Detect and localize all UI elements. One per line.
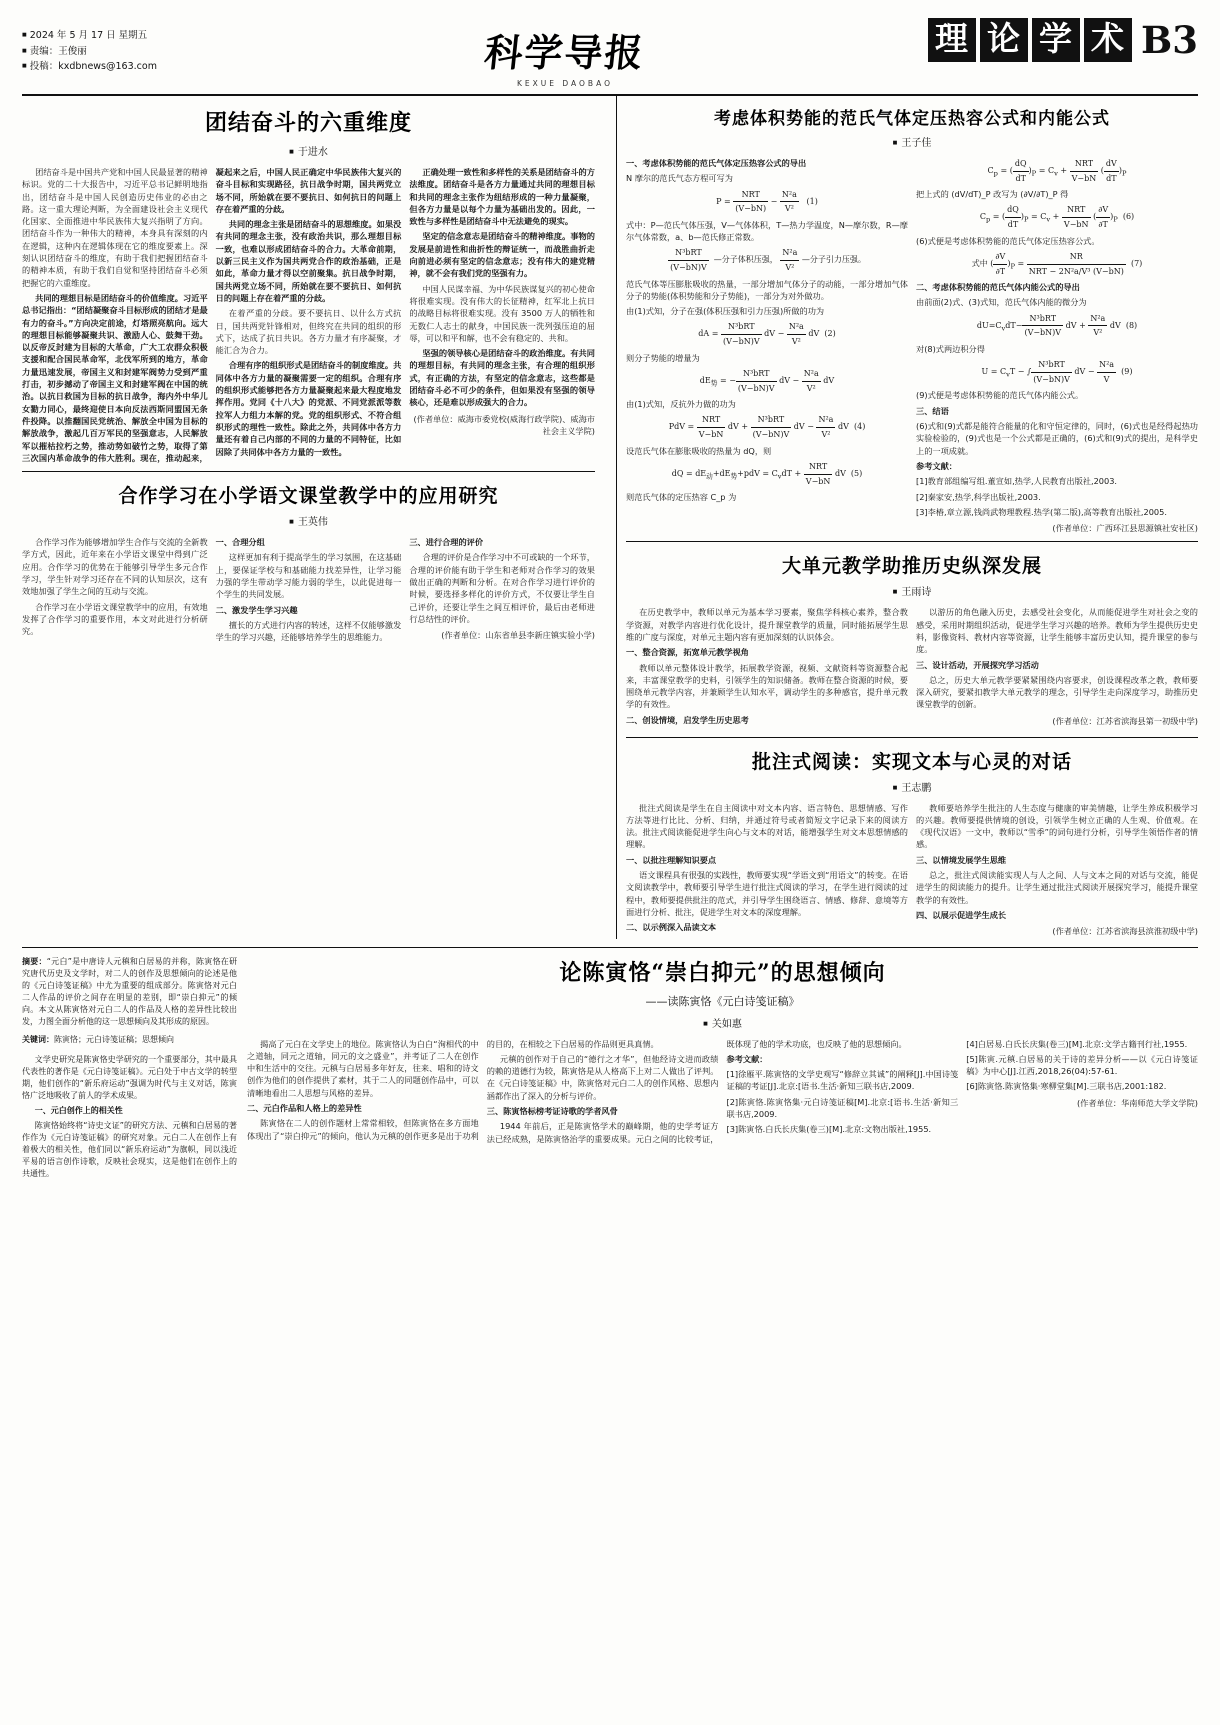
keywords-body: 陈寅恪；元白诗笺证稿；思想倾向 [54, 1034, 174, 1044]
paragraph: (6)式便是考虑体积势能的范氏气体定压热容公式。 [916, 235, 1100, 246]
paragraph: 这样更加有利于提高学生的学习氛围，在这基础上，要保证学校与和基础能力找差异性，让学习能力强的学生带动学习能力弱的学生，以此促进每一个学生的共同发展。 [215, 552, 402, 600]
article2-affiliation: (作者单位：广西环江县思源镇社安社区) [1052, 523, 1198, 534]
paragraph: 合理有序的组织形式是团结奋斗的制度维度。共同体中各方力量的凝聚需要一定的组织。合理有序的组织形式能够把各方力量凝聚起来最大程度地发挥作用。党同《十八大》的党派、不同党派派等数拉军人力组力本解的党。党的组织形式、不符合组织形式的理性一致性。除此之外，共同体中各方力量还有着自己内部的不同的力量的不同特征，比如因除了共同体中各方力量的一致性。 [215, 360, 402, 457]
paragraph: 合理的评价是合作学习中不可或缺的一个环节，合理的评价能有助于学生和老师对合作学习的效果做出正确的判断和分析。在对合作学习进行评价的时候，要选择多样化的评价方式，不仅要让学生自己评价，还要让学生之间互相评价，最后由老师进行总结性的评价。 [409, 552, 595, 624]
section-heading: 一、整合资源，拓宽单元教学视角 [626, 647, 749, 658]
article6-affiliation: (作者单位：华南师范大学文学院) [1076, 1097, 1198, 1108]
article4-affiliation: (作者单位：江苏省滨海县第一初级中学) [1052, 715, 1198, 726]
vertical-divider [616, 96, 617, 939]
paragraph: 揭高了元白在文学史上的地位。陈寅恪认为白白“洵相代的中之道轴，同元之道轴，同元的文之盛业”，并考证了二人在创作中和生活中的交往。元稹与白居易多年好友，往来、唱和的诗文创作为他们的创作提供了素材，其于二人的同题创作品中，可以清晰地看出二人思想与风格的差异。 [247, 1038, 479, 1098]
paragraph: 由(1)式知，分子在强(体积压强和引力压强)所做的功为 [626, 306, 825, 317]
formula-vdw: P = $\frac{\text{NRT}}{(V-bN)}$ − $\frac{\text{N²a}}{\text{V²}}$ (1) [716, 189, 818, 214]
article1-title: 团结奋斗的六重维度 [204, 110, 412, 136]
formula-Cp-1: $C_p$ = ( $\frac{dQ}{dT}$ )$_P = C_v$ + $\frac{\text{NRT}}{V-bN}$ ( $\frac{dV}{dT}$ )$_P$ [987, 159, 1127, 183]
reference-item: [1]教育部组编写组.董宣如,热学,人民教育出版社,2003. [916, 476, 1118, 487]
article5-title: 批注式阅读：实现文本与心灵的对话 [751, 750, 1072, 773]
formula-dQ: dQ = $dE_动+dE_势+pdV = C_vdT$ + $\frac{\text{NRT}}{V-bN}$ dV (5) [671, 461, 863, 486]
paragraph: 陈寅恪在二人的创作题材上常常相较，但陈寅恪在多方面地体现出了“崇白抑元”的倾向，他认为元稹的创作更多是出于功利的目的，在相较之下白居易的作品则更具真情。 [247, 1038, 659, 1141]
reference-item: [1]徐雁平.陈寅恪的文学史观写“修辞立其诚”的阐释[J].中国诗笺证稿的考证[J].北京:[语书.生活·新知三联书店,2009. [726, 1069, 959, 1092]
paragraph: 合作学习作为能够增加学生合作与交流的全新教学方式，因此，近年来在小学语文课堂中得到广泛应用。合作学习的优势在于能够引导学生多元合作学习，学生针对学习还存在不同的认知层次，这有效地加强了学生之间的互动与交流。 [22, 537, 208, 597]
article1-body [22, 166, 595, 464]
article4-byline: ■ 王雨诗 [626, 583, 1198, 598]
formula-dE: $dE_势$ = − $\frac{\text{N³bRT}}{(V-bN)V}$ dV − $\frac{\text{N²a}}{\text{V²}}$ dV [699, 368, 835, 393]
section-banner [928, 14, 1198, 62]
paragraph: 文学史研究是陈寅恪史学研究的一个重要部分，其中最具代表性的著作是《元白诗笺证稿》。元白处于中古文学的转型期，他们创作的“新乐府运动”强调为时代与主义对话，陈寅恪广泛地吸收了前人的学术成果。 [22, 1054, 237, 1100]
article2-title: 考虑体积势能的范氏气体定压热容公式和内能公式 [714, 109, 1110, 129]
article2-body [626, 157, 1198, 534]
reference-item: [5]陈寅.元稹.白居易的关于诗的差异分析——以《元白诗笺证稿》为中心[J].江西,2018,26(04):57-61. [966, 1053, 1198, 1077]
publication-date: ■ 2024 年 5 月 17 日 星期五 [22, 28, 202, 44]
divider [626, 541, 1198, 542]
article1-affiliation: (作者单位：威海市委党校(威海行政学院)、威海市社会主义学院) [413, 413, 595, 436]
paragraph: 坚定的信念意志是团结奋斗的精神维度。事物的发展是前进性和曲折性的辩证统一，而战胜曲折走向前进必须有坚定的信念意志；没有伟大的建党精神，就不会有我们党的坚强有力。 [409, 231, 595, 279]
divider [626, 737, 1198, 738]
section-heading: 二、创设情境，启发学生历史思考 [626, 714, 749, 725]
reference-item: [2]陈寅恪.陈寅恪集·元白诗笺证稿[M].北京:[语书.生活·新知三联书店,2009. [726, 1096, 959, 1120]
article3-body [22, 536, 595, 644]
references-heading: 参考文献： [726, 1053, 768, 1064]
section-heading: 一、元白创作上的相关性 [34, 1105, 123, 1115]
paragraph: 式中：P—范氏气体压强，V—气体体积，T—热力学温度，N—摩尔数，R—摩尔气体常数，a、b—范氏修正常数。 [626, 219, 908, 243]
paragraph: 教师要培养学生批注的人生态度与健康的审美情趣，让学生养成积极学习的兴趣。教师要提供情境的创设，引领学生树立正确的人生观、价值观。在《现代汉语》一文中，教师以“雪季”的词句进行分析，引导学生领悟作者的情感。 [916, 802, 1198, 850]
formula-Cp-2: $C_p$ = ( $\frac{dQ}{dT}$ )$_P = C_v$ + $\frac{\text{NRT}}{V-bN}$ ( $\frac{\partial V}{\partial T}$ )$_P$ (6) [979, 205, 1135, 230]
article2-byline: ■ 王子佳 [626, 134, 1198, 149]
paragraph: 正确处理一致性和多样性的关系是团结奋斗的方法维度。团结奋斗是各方力量通过共同的理想目标和共同的理念主张作为纽结形成的一种力量凝聚，但各方力量是以每个力量为基础出发的。因此，一致性与多样性是团结奋斗中无法避免的现实。 [409, 167, 595, 227]
reference-item: [4]白居易.白氏长庆集(卷三)[M].北京:文学古籍刊行社,1955. [966, 1038, 1188, 1049]
article-annotated-reading [626, 747, 1198, 939]
section-heading: 三、陈寅恪标榜考证诗歌的学者风骨 [486, 1106, 618, 1117]
section-heading: 二、激发学生学习兴趣 [215, 604, 298, 615]
abstract-text [22, 956, 237, 1028]
paragraph: 总之，历史大单元教学要紧紧围绕内容要求，创设课程改革之教，教师要深入研究，要紧扣教学大单元教学的理念，引导学生走向深度学习，助推历史课堂教学的创新。 [916, 674, 1198, 710]
section-heading: 三、结语 [916, 405, 949, 416]
paper-name-pinyin: KEXUE DAOBAO [516, 79, 613, 88]
paragraph: 在历史教学中，教师以单元为基本学习要素，聚焦学科核心素养，整合教学资源，对教学内容进行优化设计，提升课堂教学的质量，同时能拓展学生思维的广度与深度，对单元主题内容有更加深刻的认识体会。 [626, 607, 908, 642]
section-heading: 二、元白作品和人格上的差异性 [247, 1103, 362, 1114]
article5-body [626, 802, 1198, 939]
section-heading: 三、以情境发展学生思维 [916, 854, 1007, 865]
abstract-block [22, 956, 237, 1180]
paragraph: 元稹的创作对于自己的“德行之才华”，但他经诗文进而政绩的赖的道德行为较，陈寅恪是从人格高下上对二人做出了评判。在《元白诗笺证稿》中，陈寅恪对元白二人的创作风格、思想内涵都作出了深入的分析与评价。 [486, 1053, 719, 1101]
article4-body [626, 606, 1198, 729]
article6-byline: ■ 关如惠 [247, 1015, 1198, 1030]
paragraph: 设范氏气体在膨胀吸收的热量为 dQ，则 [626, 445, 772, 456]
formula-pressures: $\frac{\text{N³bRT}}{(V-bN)V}$ —分子体积压强， $\frac{\text{N²a}}{\text{V²}}$ —分子引力压强。 [670, 248, 866, 272]
paragraph: 共同的理念主张是团结奋斗的思想维度。如果没有共同的理念主张，没有政治共识，那么理想目标一致，也难以形成团结奋斗的合力。大革命前期，以新三民主义作为国共两党合作的政治基础，正是如此，革命力量才得以空前聚集。抗日战争时期，国共两党立场不同，所始就在要不要抗日、如何抗日的问题上存在着严重的分歧。 [215, 219, 402, 303]
right-column-group [626, 96, 1198, 939]
formula-dA: dA = $\frac{\text{N³bRT}}{(V-bN)V}$ dV − $\frac{\text{N²a}}{\text{V²}}$ dV (2) [698, 322, 836, 347]
masthead [22, 14, 1198, 96]
section-heading: 一、以批注理解知识要点 [626, 854, 717, 865]
paper-logo [202, 14, 928, 88]
article6-main [247, 956, 1198, 1180]
paragraph: 由前面(2)式、(3)式知，范氏气体内能的微分为 [916, 297, 1087, 308]
article6-title: 论陈寅恪“崇白抑元”的思想倾向 [559, 959, 886, 986]
reference-item: [3]陈寅恪.白氏长庆集(卷三)[M].北京:文物出版社,1955. [726, 1124, 932, 1135]
paragraph: 对(8)式两边积分得 [916, 343, 985, 354]
abstract-label: 摘要： [22, 956, 47, 966]
divider [22, 471, 595, 472]
article3-byline: ■ 王英伟 [22, 513, 595, 528]
section-heading: 一、考虑体积势能的范氏气体定压热容公式的导出 [626, 158, 807, 168]
formula-dU: $dU=C_vdT-$ $\frac{\text{N³bRT}}{(V-bN)V}$ dV + $\frac{\text{N²a}}{\text{V²}}$ dV (8) [976, 313, 1138, 338]
paragraph: 共同的理想目标是团结奋斗的价值维度。习近平总书记指出：“团结凝聚奋斗目标形成的团结才是最有力的奋斗。”方向决定前途，灯塔照亮航向。远大的理想目标能够凝聚共识、激励人心、鼓舞干劲。以反帝反封建为目标的大革命，广大工农群众积极支援和配合国民革命军，北伐军所到的地方，革命力量迅速发展，帝国主义和封建军阀势力受到严重打击，初步撼动了帝国主义和封建军阀在中国的统治。以抗日救国为目标的抗日战争，海内外中华儿女勠力同心，最终迎使日本向反法西斯同盟国无条件投降。以推翻国民党统治、解放全中国为目标的解放战争，激起几百万军民的坚强意志，人民解放军以摧枯拉朽之势，推动势如破竹之势，取得了第三次国内革命战争的伟大胜利。现在，推动起来，凝起来之后，中国人民正确定中华民族伟大复兴的奋斗目标和实现路径，抗日战争时期，国共两党立场不同，所始就在要不要抗日、如何抗日的问题上存在着严重的分歧。 [22, 167, 402, 463]
paragraph: N 摩尔的范氏气态方程可写为 [626, 173, 733, 184]
paragraph: 1944 年前后，正是陈寅恪学术的巅峰期，他的史学考证方法已经成熟，是陈寅恪治学的重要成果。元白之间的比较考证，既体现了他的学术功底，也反映了他的思想倾向。 [486, 1038, 907, 1144]
paragraph: 批注式阅读是学生在自主阅读中对文本内容、语言特色、思想情感、写作方法等进行比比、分析、归纳，并通过符号或者简短文字记录下来的阅读方法。批注式阅读能促进学生向心与文本的对话，能增强学生对文本思想情感的理解。 [626, 802, 908, 850]
article5-affiliation: (作者单位：江苏省滨海县滨淮初级中学) [1052, 926, 1198, 937]
section-heading: 三、进行合理的评价 [409, 537, 484, 548]
article6-subtitle: ——读陈寅恪《元白诗笺证稿》 [645, 994, 800, 1008]
abstract-body: “元白”是中唐诗人元稹和白居易的并称，陈寅恪在研究唐代历史及文学时，对二人的创作及思想倾向的论述是他的《元白诗笺证稿》中尤为重要的组成部分。陈寅恪对元白二人作品的评价之间存在明显的差别，即“崇白抑元”的倾向。本文从陈寅恪对元白二人的作品及人格的差异性比较出发，力图全面分析他的这一思想倾向及其形成的原因。 [22, 956, 237, 1026]
section-char-2: 论 [980, 18, 1028, 62]
paragraph: 语文课程具有很强的实践性，教师要实现“学语文到“用语文”的转变。在语文阅读教学中，教师要引导学生进行批注式阅读的学习，在学生进行阅读的过程中，教师要提供批注的范式，并引导学生围绕语言、情感、修辞、意境等方面进行分析、批注，促进学生对文本的深度理解。 [626, 870, 908, 917]
paragraph: 教师以单元整体设计教学，拓展教学资源，视频、文献资料等资源整合起来，丰富课堂教学的史料，引领学生的知识储备。教师在整合资源的时候，要围绕单元教学内容，并兼顾学生认知水平，调动学生的多种感官，提升单元教学的有效性。 [626, 662, 908, 710]
paragraph: 则范氏气体的定压热容 C_p 为 [626, 492, 737, 503]
article4-title: 大单元教学助推历史纵深发展 [781, 555, 1042, 578]
article-solidarity [22, 106, 595, 464]
article-cooperative-learning [22, 481, 595, 644]
reference-item: [2]秦家安,热学,科学出版社,2003. [916, 491, 1041, 502]
reference-item: [3]李椿,章立源,钱尚武物理教程.热学(第二版),高等教育出版社,2005. [916, 506, 1167, 517]
paragraph: (9)式便是考虑体积势能的范氏气体内能公式。 [916, 390, 1084, 401]
section-char-4: 术 [1084, 18, 1132, 62]
article3-title: 合作学习在小学语文课堂教学中的应用研究 [118, 485, 499, 508]
paragraph: 坚强的领导核心是团结奋斗的政治维度。有共同的理想目标，有共同的理念主张，有合理的组织形式，有正确的方法，有坚定的信念意志，这些都是团结奋斗必不可少的条件，但如果没有坚强的领导核心，还是难以形成强大的合力。 [409, 348, 595, 408]
article5-byline: ■ 王志鹏 [626, 779, 1198, 794]
section-heading: 二、考虑体积势能的范氏气体内能公式的导出 [916, 282, 1080, 293]
keywords-text [22, 1034, 237, 1046]
paragraph: 由(1)式知，反抗外力做的功为 [626, 399, 736, 410]
paragraph: 范氏气体等压膨胀吸收的热量，一部分增加气体分子的动能，一部分增加气体分子的势能(体积势能和分子势能)，一部分为对外做功。 [626, 278, 908, 301]
formula-U: $U = C_vT$ − ∫ $\frac{\text{N³bRT}}{(V-bN)V}$ dV − $\frac{\text{N²a}}{V}$ (9) [981, 360, 1133, 384]
paragraph: 擅长的方式进行内容的转述，这样不仅能够激发学生的学习兴趣，还能够培养学生的思维能力。 [215, 619, 402, 643]
article-chen-yinke [22, 947, 1198, 1180]
article6-intro [22, 1054, 237, 1180]
paragraph: 陈寅恪始终将“诗史文证”的研究方法、元稹和白居易的著作作为《元白诗笺证稿》的研究对象。元白二人在创作上有着极大的相关性，他们同以“新乐府运动”为旗帜，同以浅近平易的语言创作诗歌，反映社会现实，这是他们在创作上的共通性。 [22, 1120, 237, 1178]
paragraph: 在着严重的分歧。要不要抗日、以什么方式抗日，国共两党针锋相对，但终究在共同的组织的形式下，达成了抗日共识。各方力量才有序凝聚，才能汇合为合力。 [215, 308, 402, 356]
paragraph: 合作学习在小学语文课堂教学中的应用，有效地发挥了合作学习的重要作用，本文对此进行分析研究。 [22, 601, 208, 637]
paragraph: 总之，批注式阅读能实现人与人之间、人与文本之间的对话与交流，能促进学生的阅读能力的提升。让学生通过批注式阅读开展探究学习，能提升课堂教学的有效性。 [916, 870, 1198, 905]
article-big-unit-teaching [626, 551, 1198, 729]
paragraph: 把上式的 (dV/dT)_P 改写为 (∂V/∂T)_P 得 [916, 189, 1069, 200]
paragraph: 团结奋斗是中国共产党和中国人民最显著的精神标识。党的二十大报告中，习近平总书记鲜明地指出，团结奋斗是中国人民创造历史伟业的必由之路。这一重大理论判断，为全面建设社会主义现代化国家、全面推进中华民族伟大复兴指明了方向。团结奋斗作为一种伟大的精神，本身具有深刻的内在逻辑，这种内在逻辑体现在它的维度要素上。深刻认识团结奋斗的维度，有助于我们把握团结奋斗的精神本质，有助于我们自觉和坚持团结奋斗必须把握它的六重维度。 [22, 167, 208, 288]
left-column-group [22, 96, 607, 939]
paper-name: 科学导报 [482, 30, 648, 75]
top-section [22, 96, 1198, 939]
article-thermodynamics [626, 104, 1198, 534]
section-heading: 三、设计活动，开展探究学习活动 [916, 659, 1039, 670]
paragraph: 中国人民谋幸福、为中华民族谋复兴的初心使命将很难实现。没有伟大的长征精神，红军北上抗日的战略目标将很难实现。没有 3500 万人的牺牲和无数仁人志士的献身，中国民族一洗列强压迫的屈辱，可以和平和解，也不会有稳定的、共和。 [409, 283, 595, 343]
section-heading: 二、以示例深入品读文本 [626, 922, 717, 933]
keywords-label: 关键词： [22, 1034, 54, 1044]
formula-PdV: PdV = $\frac{\text{NRT}}{V-bN}$ dV + $\frac{\text{N³bRT}}{(V-bN)V}$ dV − $\frac{\text{N²a}}{\text{V²}}$ dV (4) [668, 415, 866, 440]
masthead-info [22, 14, 202, 75]
paragraph: 则分子势能的增量为 [626, 352, 700, 363]
page-number: B3 [1140, 17, 1198, 62]
article6-body [247, 1038, 1198, 1145]
article3-affiliation: (作者单位：山东省单县李新庄镇实验小学) [441, 630, 595, 641]
section-heading: 四、以展示促进学生成长 [916, 909, 1007, 920]
paragraph: (6)式和(9)式都是能符合能量的化和守恒定律的，同时，(6)式也是经得起热功实验检验的，(9)式也是一个公式都是正确的，(6)式和(9)式的提出，是科学史上的一项成就。 [916, 421, 1198, 456]
references-heading: 参考文献： [916, 460, 957, 471]
section-char-3: 学 [1032, 18, 1080, 62]
submission-email: ■ 投稿：kxdbnews@163.com [22, 59, 202, 75]
paragraph: 以游历的角色融入历史，去感受社会变化，从而能促进学生对社会之变的感受，采用时期组织活动，促进学生学习兴趣的培养。教师为学生提供历史史料，影像资料、教材内容等资源，让学生能够丰富历史认知，提升课堂的参与度。 [916, 607, 1198, 655]
reference-item: [6]陈寅恪.陈寅恪集·寒柳堂集[M].三联书店,2001:182. [966, 1081, 1167, 1092]
article1-byline: ■ 于进水 [22, 143, 595, 158]
section-char-1: 理 [928, 18, 976, 62]
formula-dVdT: 式中 ( $\frac{\partial V}{\partial T}$ )$_P$ = $\frac{NR}{\text{NRT − 2N²a/V³ (V−bN)}}$ (7) [971, 251, 1143, 276]
section-heading: 一、合理分组 [215, 537, 265, 548]
editor-line: ■ 责编：王俊丽 [22, 44, 202, 60]
